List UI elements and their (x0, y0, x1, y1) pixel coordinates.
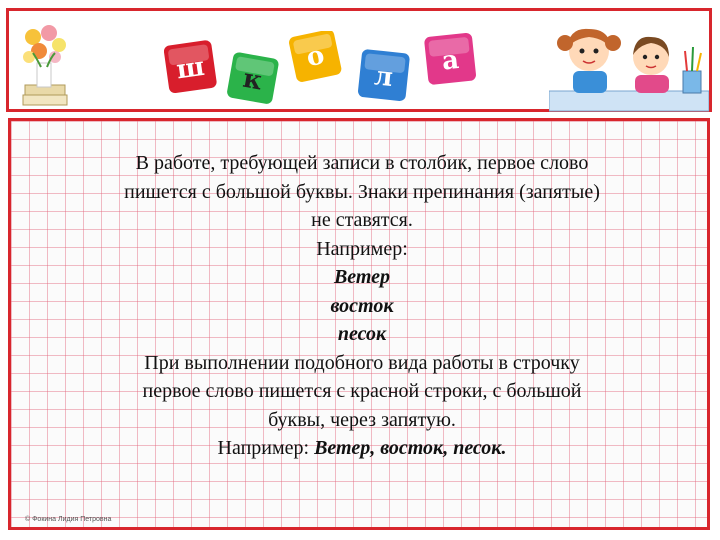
example-line-2 (51, 434, 673, 463)
cube-k (226, 52, 279, 105)
para1-line1: В работе, требующей записи в столбик, первое слово (135, 152, 589, 174)
cube-o (288, 31, 343, 83)
header-banner (6, 8, 712, 112)
cube-a (424, 32, 477, 85)
para2-line1: При выполнении подобного вида работы в строчку (144, 351, 580, 374)
para1-line3: не ставятся. (311, 209, 413, 231)
example-word-2: восток (330, 294, 394, 317)
cube-letter-k: к (240, 63, 265, 97)
flowers-books-icon (19, 23, 71, 111)
copyright-text: © Фокина Лидия Петровна (25, 516, 112, 523)
example-label-2: Например: (217, 437, 315, 459)
cube-letter-a: а (440, 44, 461, 77)
cube-letter-sh: ш (174, 51, 207, 86)
example-label-1: Например: (316, 237, 408, 260)
school-letter-cubes (164, 31, 494, 111)
example-word-3: песок (337, 323, 387, 345)
kids-at-desk-icon (549, 21, 709, 113)
cube-l (357, 49, 410, 102)
para2-line3: буквы, через запятую. (268, 408, 456, 431)
cube-sh (164, 40, 217, 94)
para2-line2: первое слово пишется с красной строки, с большой (142, 380, 582, 402)
cube-letter-l: л (372, 61, 395, 94)
example-inline: Ветер, восток, песок. (314, 437, 507, 459)
cube-letter-o: о (303, 40, 327, 74)
para1-line2: пишется с большой буквы. Знаки препинания (запятые) (124, 180, 600, 203)
rule-text (51, 149, 673, 463)
example-word-1: Ветер (333, 266, 391, 288)
notebook-grid-panel (8, 118, 710, 530)
